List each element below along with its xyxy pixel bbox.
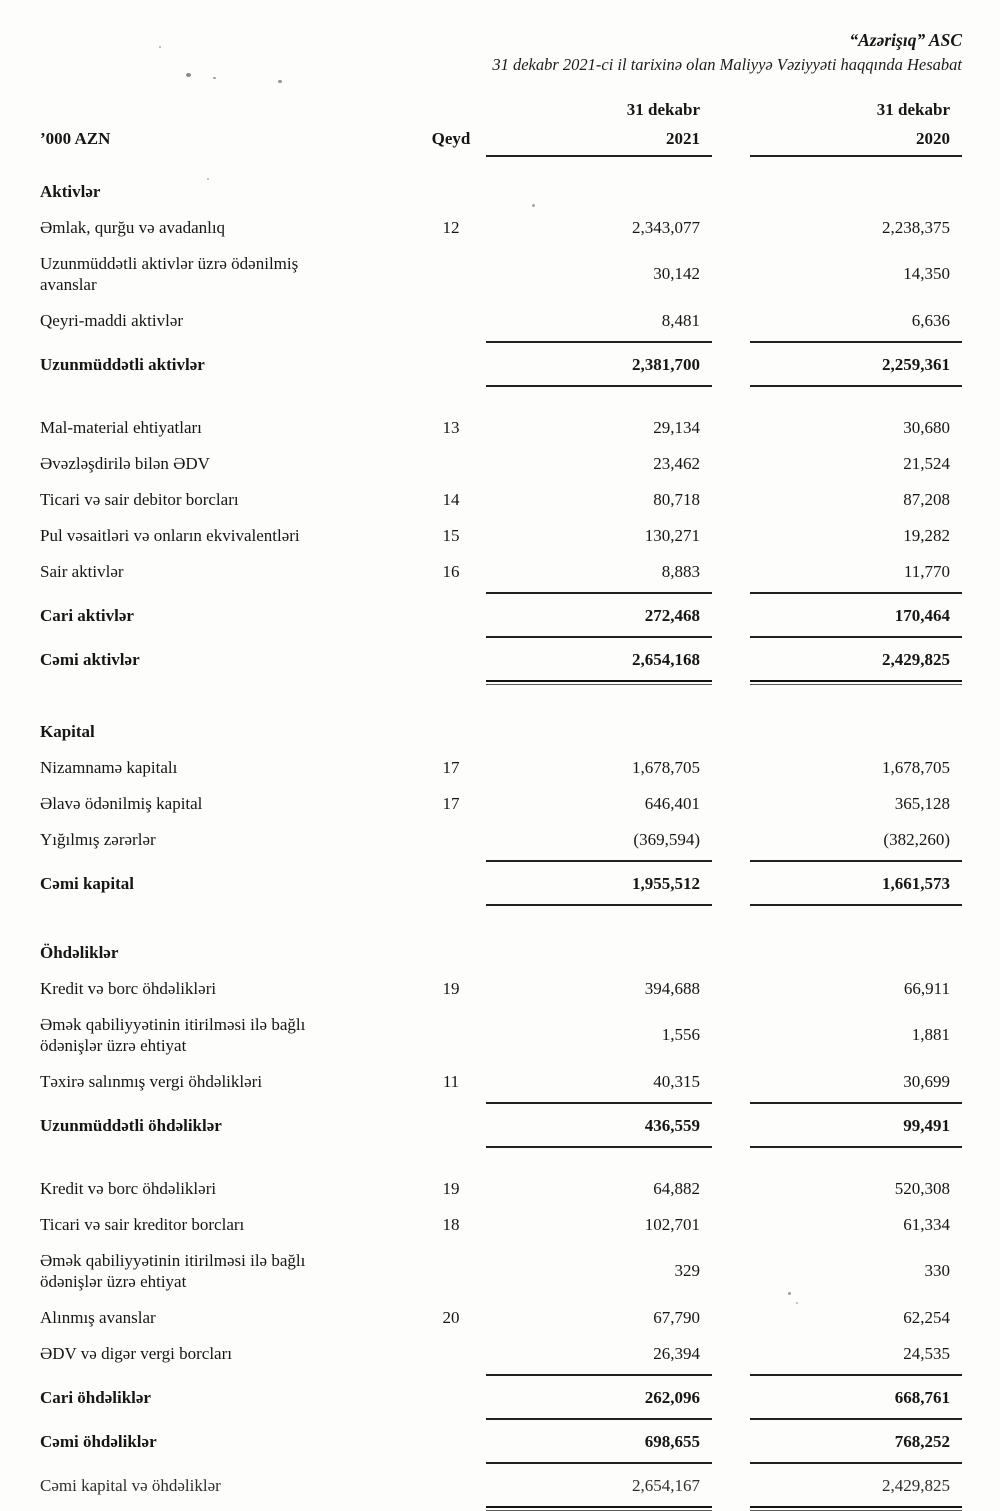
rule-line-2021 [486, 592, 712, 594]
note-ref: 15 [442, 525, 460, 545]
note-ref: 14 [442, 489, 460, 509]
scan-speck [186, 73, 191, 77]
column-header-2020-year: 2020 [916, 129, 950, 148]
value-2020: 62,254 [903, 1307, 950, 1327]
value-2021: 26,394 [653, 1343, 700, 1363]
total-rule [40, 904, 962, 906]
value-2021: 67,790 [653, 1307, 700, 1327]
value-2021: 1,556 [661, 1025, 700, 1044]
total-rule [40, 680, 962, 685]
row-label: Əmək qabiliyyətinin itirilməsi ilə bağlı [40, 1014, 306, 1034]
rule-line-2020 [750, 904, 962, 906]
row-label: Cəmi kapital [40, 873, 134, 893]
rule-line-2021 [486, 1506, 712, 1511]
row-label: Kapital [40, 722, 95, 741]
row-label-cell [40, 417, 416, 438]
row-label-cell [40, 1250, 416, 1292]
table-row [40, 1170, 962, 1206]
value-2021: 2,654,167 [632, 1475, 700, 1495]
value-2020: 365,128 [894, 793, 950, 813]
note-ref: 17 [442, 793, 460, 813]
rule-line-2020 [750, 1374, 962, 1376]
row-label: Uzunmüddətli aktivlər [40, 354, 205, 374]
company-name: “Azərişıq” ASC [849, 30, 962, 50]
row-label: ƏDV və digər vergi borcları [40, 1343, 232, 1363]
scan-speck [278, 80, 282, 83]
value-2021: 130,271 [644, 525, 700, 545]
value-2021: 29,134 [653, 417, 700, 437]
section-gap [40, 1151, 962, 1170]
row-label: Təxirə salınmış vergi öhdəlikləri [40, 1071, 263, 1091]
value-2021: 102,701 [644, 1214, 700, 1234]
note-ref: 16 [442, 561, 460, 581]
table-row [40, 1379, 962, 1415]
section-gap [40, 390, 962, 409]
row-label-cell [40, 1178, 416, 1199]
rule-line-2021 [486, 155, 712, 157]
row-label: Cəmi kapital və öhdəliklər [40, 1475, 221, 1495]
rule-line-2021 [486, 904, 712, 906]
table-row [40, 302, 962, 338]
value-2021: 23,462 [653, 453, 700, 473]
row-label-cell [40, 873, 416, 894]
row-label-cell [40, 649, 416, 670]
note-ref: 20 [442, 1307, 460, 1327]
row-label: Pul vəsaitləri və onların ekvivalentləri [40, 525, 300, 545]
table-row [40, 785, 962, 821]
note-column-header: Qeyd [431, 129, 471, 148]
value-2020: (382,260) [883, 829, 950, 849]
value-2020: 99,491 [903, 1115, 950, 1135]
value-2020: 24,535 [903, 1343, 950, 1363]
value-2020: 21,524 [903, 453, 950, 473]
rule-line-2021 [486, 1462, 712, 1464]
table-row [40, 865, 962, 901]
table-row [40, 1107, 962, 1143]
value-2021: 30,142 [653, 264, 700, 283]
value-2020: 330 [924, 1261, 950, 1280]
row-label: Öhdəliklər [40, 943, 119, 962]
column-header-2021-date: 31 dekabr [626, 100, 700, 119]
row-label: Mal-material ehtiyatları [40, 417, 202, 437]
row-label: Qeyri-maddi aktivlər [40, 310, 184, 330]
section-heading-row [40, 707, 962, 749]
table-row [40, 749, 962, 785]
row-label: Cari öhdəliklər [40, 1387, 151, 1407]
value-2020: 2,259,361 [882, 354, 950, 374]
row-label-cell [40, 1387, 416, 1408]
row-label-cell [40, 793, 416, 814]
row-label-cell [40, 1115, 416, 1136]
row-label: Əvəzləşdirilə bilən ƏDV [40, 453, 210, 473]
value-2021: 272,468 [644, 605, 700, 625]
table-row [40, 1063, 962, 1099]
value-2021: 646,401 [644, 793, 700, 813]
section-heading-row [40, 928, 962, 970]
value-2020: 2,429,825 [882, 1475, 950, 1495]
section-gap [40, 909, 962, 928]
scan-speck [796, 1302, 798, 1304]
value-2020: 668,761 [894, 1387, 950, 1407]
column-header-2021 [486, 99, 712, 150]
row-label: Uzunmüddətli öhdəliklər [40, 1115, 222, 1135]
rule-line-2021 [486, 385, 712, 387]
row-label: Ticari və sair kreditor borcları [40, 1214, 245, 1234]
rule-line-2020 [750, 860, 962, 862]
rule-line-2020 [750, 1506, 962, 1511]
row-label: Sair aktivlər [40, 561, 124, 581]
row-label-cell [40, 217, 416, 238]
scan-speck [213, 77, 216, 79]
value-2020: 768,252 [894, 1431, 950, 1451]
section-heading-row [40, 167, 962, 209]
row-label-cell [40, 721, 416, 742]
row-label-line2: avanslar [40, 274, 97, 294]
row-label-cell [40, 757, 416, 778]
value-2021: 394,688 [644, 978, 700, 998]
value-2020: 11,770 [903, 561, 950, 581]
value-2021: 2,654,168 [632, 649, 700, 669]
value-2021: 1,955,512 [632, 873, 700, 893]
value-2021: 40,315 [653, 1071, 700, 1091]
rule-line-2020 [750, 341, 962, 343]
row-label-cell [40, 525, 416, 546]
scan-speck [788, 1292, 791, 1295]
row-label: Əmək qabiliyyətinin itirilməsi ilə bağlı [40, 1250, 306, 1270]
value-2021: 2,343,077 [632, 217, 700, 237]
rule-line-2020 [750, 1146, 962, 1148]
total-rule [40, 1506, 962, 1511]
row-label-cell [40, 1343, 416, 1364]
value-2021: 2,381,700 [632, 354, 700, 374]
total-rule [40, 1374, 962, 1376]
total-rule [40, 860, 962, 862]
row-label-cell [40, 605, 416, 626]
value-2020: 2,429,825 [882, 649, 950, 669]
unit-header: ’000 AZN [40, 129, 111, 148]
rule-line-2020 [750, 592, 962, 594]
total-rule [40, 1418, 962, 1420]
column-header-2020 [750, 99, 962, 150]
row-label: Kredit və borc öhdəlikləri [40, 978, 217, 998]
row-label: Əlavə ödənilmiş kapital [40, 793, 203, 813]
value-2021: 64,882 [653, 1178, 700, 1198]
row-label: Kredit və borc öhdəlikləri [40, 1178, 217, 1198]
table-row [40, 1299, 962, 1335]
rule-line-2020 [750, 1102, 962, 1104]
table-row [40, 445, 962, 481]
total-rule [40, 1462, 962, 1464]
row-label: Əmlak, qurğu və avadanlıq [40, 217, 226, 237]
rule-line-2021 [486, 1418, 712, 1420]
rule-line-2020 [750, 1418, 962, 1420]
table-row [40, 1423, 962, 1459]
rule-line-2020 [750, 680, 962, 685]
row-label-cell [40, 489, 416, 510]
section-gap [40, 688, 962, 707]
total-rule [40, 1102, 962, 1104]
row-label-cell [40, 310, 416, 331]
value-2021: 329 [674, 1261, 700, 1280]
row-label: Nizamnamə kapitalı [40, 757, 178, 777]
value-2020: 61,334 [903, 1214, 950, 1234]
row-label-cell [40, 1071, 416, 1092]
table-row [40, 553, 962, 589]
value-2020: 30,680 [903, 417, 950, 437]
row-label: Cəmi aktivlər [40, 649, 140, 669]
table-row [40, 821, 962, 857]
note-ref: 19 [442, 978, 460, 998]
total-rule [40, 636, 962, 638]
rule-line-2021 [486, 680, 712, 685]
document-header [40, 30, 962, 75]
row-label-cell [40, 942, 416, 963]
table-row [40, 481, 962, 517]
table-row [40, 245, 962, 302]
table-row [40, 409, 962, 445]
value-2020: 170,464 [894, 605, 950, 625]
row-label-cell [40, 1307, 416, 1328]
value-2020: 1,881 [911, 1025, 950, 1044]
table-row [40, 1467, 962, 1503]
row-label-cell [40, 1014, 416, 1056]
table-column-headers [40, 99, 962, 150]
table-row [40, 209, 962, 245]
value-2020: 66,911 [903, 978, 950, 998]
row-label-line2: ödənişlər üzrə ehtiyat [40, 1271, 187, 1291]
value-2020: 30,699 [903, 1071, 950, 1091]
value-2020: 19,282 [903, 525, 950, 545]
value-2020: 2,238,375 [882, 217, 950, 237]
table-row [40, 641, 962, 677]
scan-speck [207, 178, 209, 180]
row-label-line2: ödənişlər üzrə ehtiyat [40, 1035, 187, 1055]
row-label-cell [40, 561, 416, 582]
row-label-cell [40, 253, 416, 295]
rule-line-2021 [486, 860, 712, 862]
row-label-cell [40, 1475, 416, 1496]
value-2020: 1,678,705 [882, 757, 950, 777]
value-2021: 8,481 [661, 310, 700, 330]
row-label: Yığılmış zərərlər [40, 829, 156, 849]
table-row [40, 517, 962, 553]
row-label-cell [40, 978, 416, 999]
scan-speck [159, 46, 161, 48]
row-label-cell [40, 1431, 416, 1452]
total-rule [40, 341, 962, 343]
value-2021: 436,559 [644, 1115, 700, 1135]
row-label: Cari aktivlər [40, 605, 134, 625]
row-label: Uzunmüddətli aktivlər üzrə ödənilmiş [40, 253, 299, 273]
row-label-cell [40, 181, 416, 202]
value-2021: (369,594) [633, 829, 700, 849]
note-ref: 17 [442, 757, 460, 777]
rule-line-2021 [486, 1102, 712, 1104]
value-2021: 80,718 [653, 489, 700, 509]
note-ref: 13 [442, 417, 460, 437]
value-2021: 262,096 [644, 1387, 700, 1407]
value-2020: 87,208 [903, 489, 950, 509]
rule-line-2020 [750, 155, 962, 157]
note-ref: 11 [442, 1071, 460, 1091]
value-2020: 6,636 [911, 310, 950, 330]
value-2020: 520,308 [894, 1178, 950, 1198]
value-2021: 698,655 [644, 1431, 700, 1451]
rule-line-2021 [486, 1146, 712, 1148]
table-row [40, 1206, 962, 1242]
header-rule [40, 155, 962, 157]
row-label-cell [40, 1214, 416, 1235]
table-row [40, 970, 962, 1006]
table-row [40, 1006, 962, 1063]
row-label-cell [40, 829, 416, 850]
scan-speck [532, 204, 535, 207]
row-label: Cəmi öhdəliklər [40, 1431, 157, 1451]
rule-line-2020 [750, 636, 962, 638]
table-row [40, 1242, 962, 1299]
table-row [40, 597, 962, 633]
value-2021: 8,883 [661, 561, 700, 581]
rule-line-2020 [750, 1462, 962, 1464]
note-ref: 12 [442, 217, 460, 237]
note-ref: 19 [442, 1178, 460, 1198]
column-header-2020-date: 31 dekabr [876, 100, 950, 119]
value-2020: 1,661,573 [882, 873, 950, 893]
balance-sheet-rows [40, 167, 962, 1511]
table-row [40, 1335, 962, 1371]
note-ref: 18 [442, 1214, 460, 1234]
row-label: Alınmış avanslar [40, 1307, 156, 1327]
value-2021: 1,678,705 [632, 757, 700, 777]
row-label: Ticari və sair debitor borcları [40, 489, 239, 509]
report-title: 31 dekabr 2021-ci il tarixinə olan Maliyyə Vəziyyəti haqqında Hesabat [492, 55, 962, 74]
rule-line-2021 [486, 341, 712, 343]
total-rule [40, 1146, 962, 1148]
total-rule [40, 385, 962, 387]
row-label: Aktivlər [40, 182, 101, 201]
value-2020: 14,350 [903, 264, 950, 283]
rule-line-2021 [486, 636, 712, 638]
rule-line-2020 [750, 385, 962, 387]
rule-line-2021 [486, 1374, 712, 1376]
table-row [40, 346, 962, 382]
column-header-2021-year: 2021 [666, 129, 700, 148]
row-label-cell [40, 453, 416, 474]
row-label-cell [40, 354, 416, 375]
total-rule [40, 592, 962, 594]
